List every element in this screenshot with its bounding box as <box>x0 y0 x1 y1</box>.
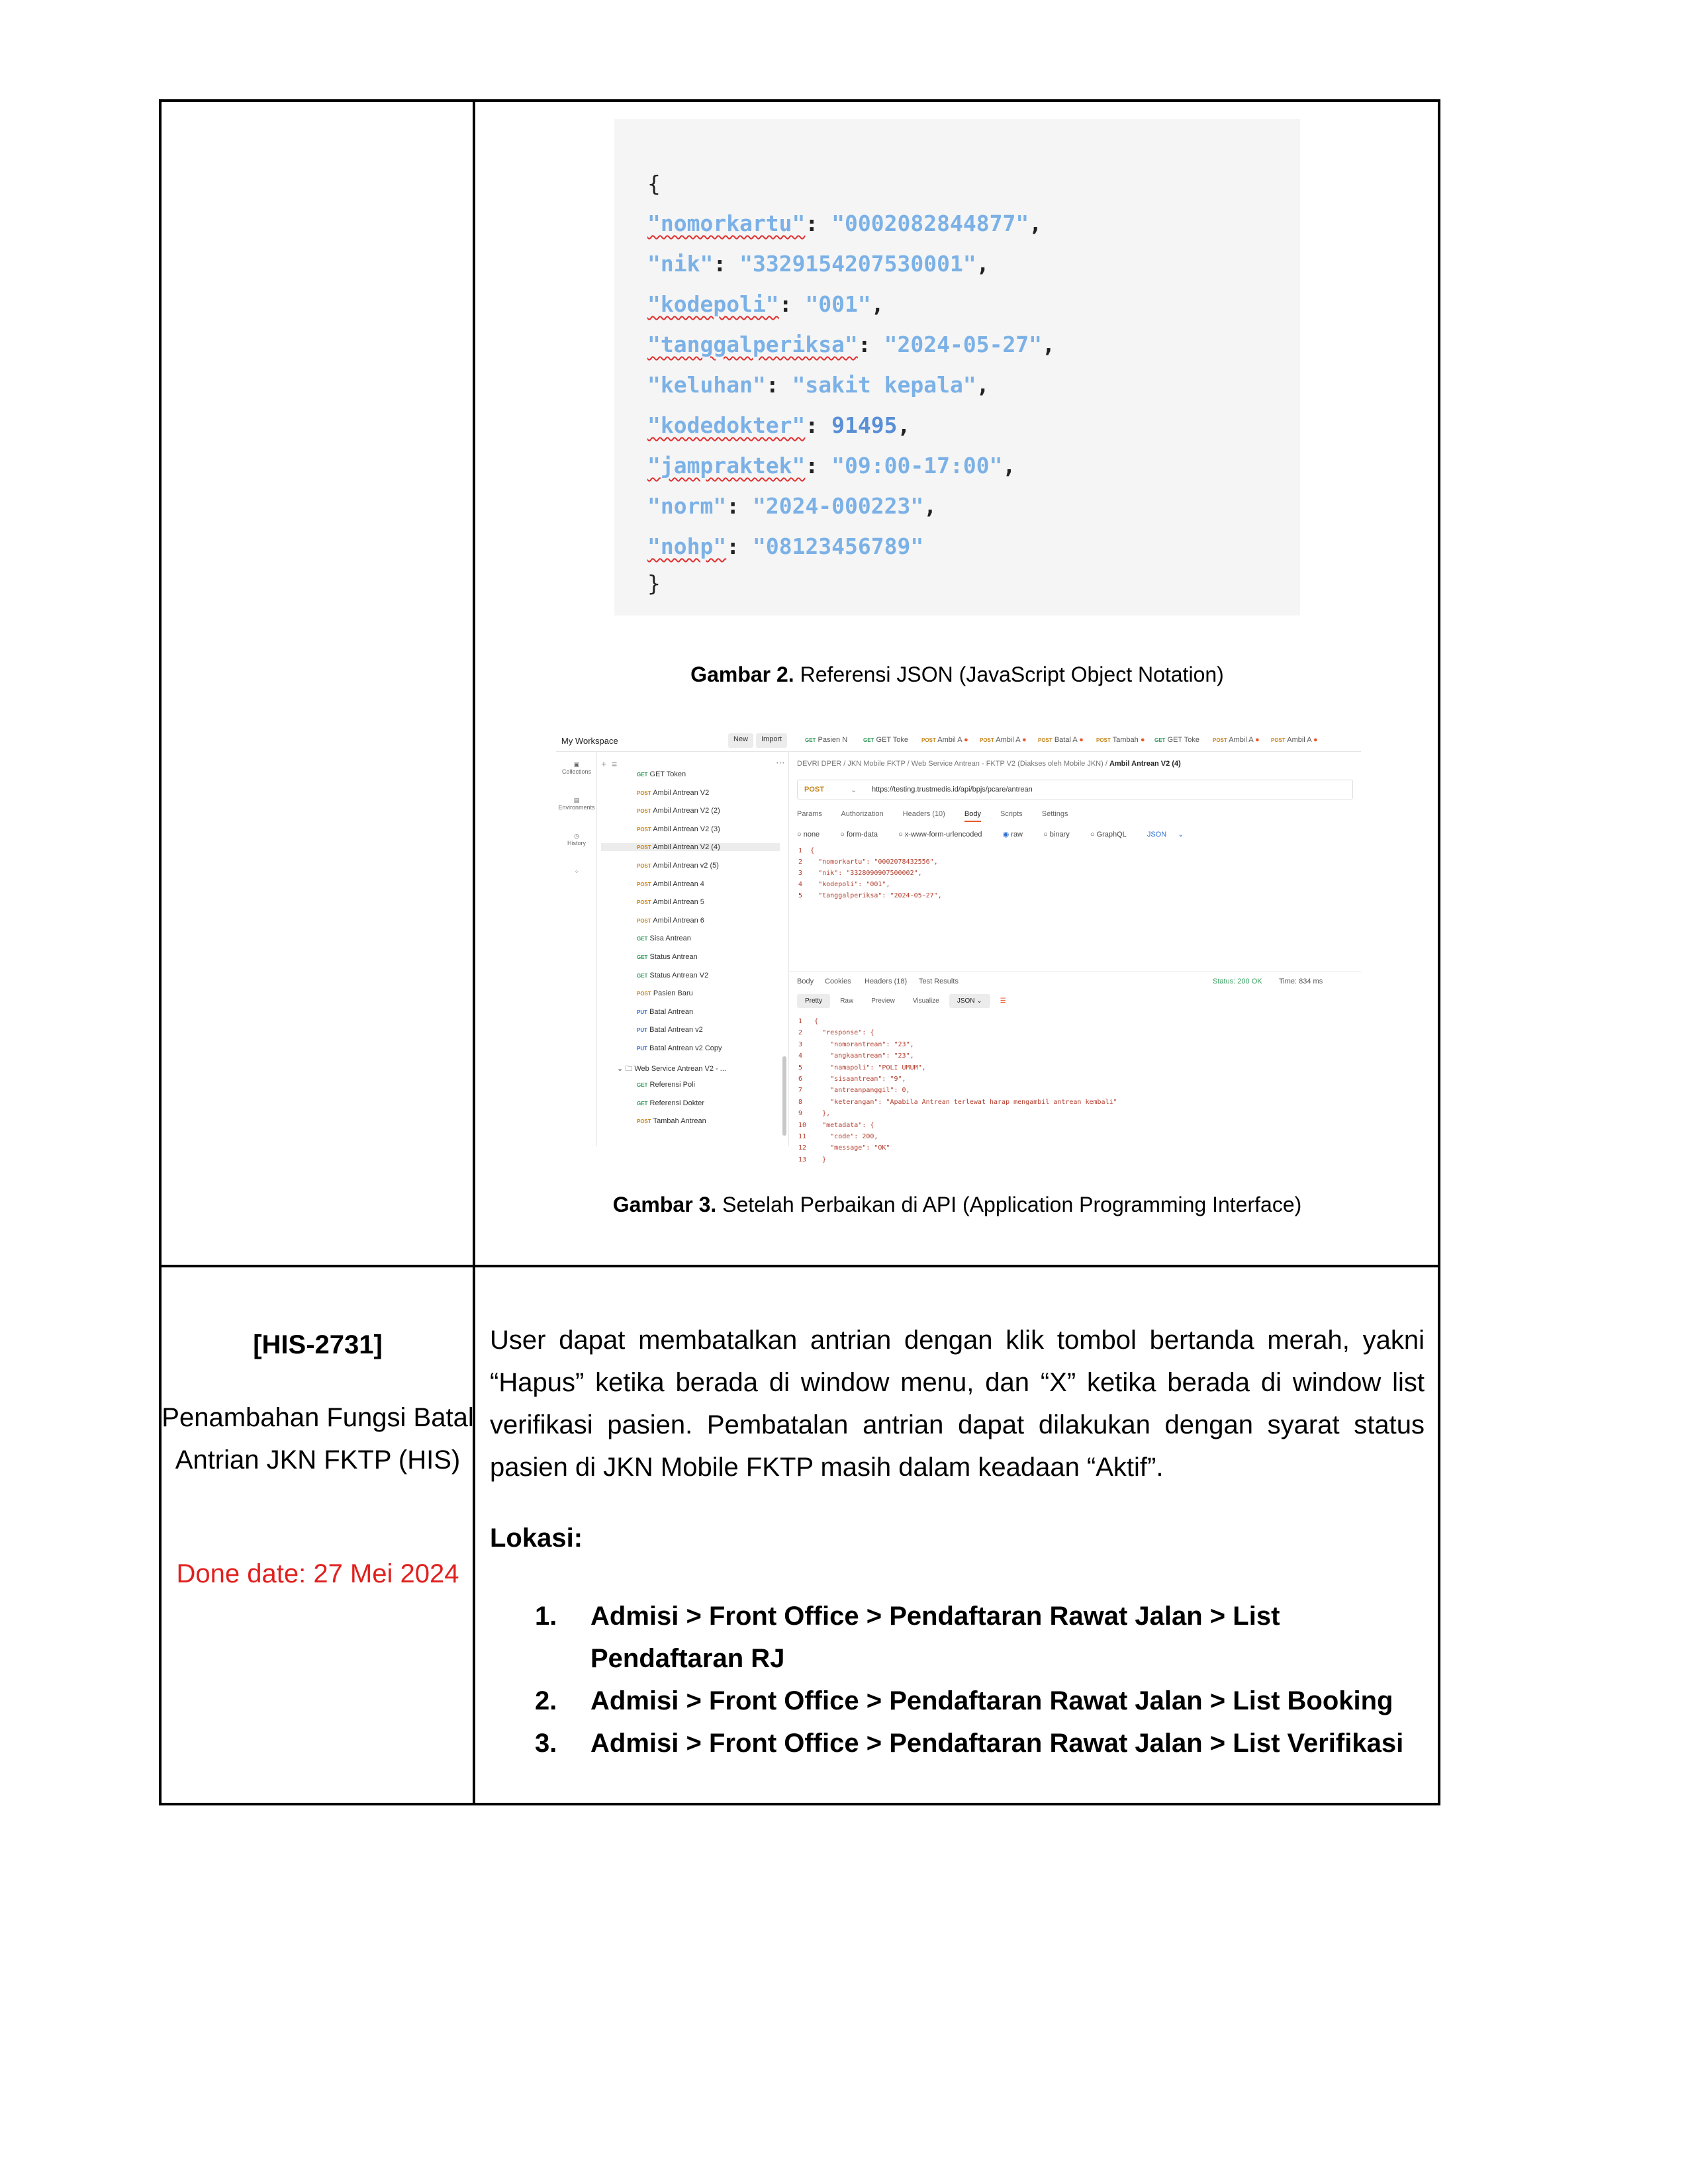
request-breadcrumb: DEVRI DPER / JKN Mobile FKTP / Web Service Antrean - FKTP V2 (Diakses oleh Mobile JKN) / Ambil Antrean V2 (4) <box>797 760 1181 768</box>
collection-item[interactable]: POST Ambil Antrean V2 (4) <box>601 843 780 851</box>
code-line: 3 "nomorantrean": "23", <box>798 1040 914 1048</box>
json-key: "nomorkartu" <box>647 210 806 236</box>
code-line: 6 "sisaantrean": "9", <box>798 1075 906 1083</box>
location-path: Admisi > Front Office > Pendaftaran Rawat Jalan > List Pendaftaran RJ <box>590 1602 1280 1673</box>
json-field-line: "nohp": "08123456789" <box>647 533 924 559</box>
response-view-tabs <box>797 994 1014 1013</box>
request-tab[interactable]: POST Ambil A ● <box>1213 736 1260 744</box>
location-number: 2. <box>535 1686 557 1715</box>
tab-scripts[interactable]: Scripts <box>1000 810 1023 818</box>
rail-collections[interactable]: ▣ Collections <box>561 761 592 775</box>
json-field-line: "nomorkartu": "0002082844877", <box>647 210 1043 236</box>
request-tab[interactable]: GET Pasien N <box>805 736 848 744</box>
collection-item[interactable]: POST Ambil Antrean v2 (5) <box>637 862 719 870</box>
method-select[interactable]: POST <box>804 786 824 794</box>
workspace-title[interactable]: My Workspace <box>561 736 618 746</box>
code-line: 4 "angkaantrean": "23", <box>798 1052 914 1060</box>
postman-screenshot <box>556 729 1361 1163</box>
view-raw[interactable]: Raw <box>840 997 854 1005</box>
json-field-line: "jampraktek": "09:00-17:00", <box>647 453 1016 478</box>
json-key: "nik" <box>647 251 714 277</box>
json-field-line: "nik": "3329154207530001", <box>647 251 990 277</box>
radio-graphql[interactable]: ○ GraphQL <box>1090 831 1127 839</box>
json-value: "09:00-17:00" <box>831 453 1003 478</box>
code-line: 1 { <box>798 847 815 854</box>
location-number: 3. <box>535 1729 557 1758</box>
figure-2-caption <box>622 662 1292 687</box>
json-value: "08123456789" <box>752 533 924 559</box>
tab-params[interactable]: Params <box>797 810 822 818</box>
collection-item[interactable]: PUT Batal Antrean v2 Copy <box>637 1044 722 1052</box>
collection-item[interactable]: POST Ambil Antrean V2 (3) <box>637 825 720 833</box>
code-line: 8 "keterangan": "Apabila Antrean terlewat harap mengambil antrean kembali" <box>798 1098 1117 1106</box>
wrap-icon[interactable]: ☰ <box>1000 997 1006 1005</box>
request-tab[interactable]: POST Ambil A ● <box>980 736 1027 744</box>
sidebar-scrollbar[interactable] <box>782 1056 786 1136</box>
json-value: "sakit kepala" <box>792 372 976 398</box>
json-key: "tanggalperiksa" <box>647 332 858 357</box>
json-key: "nohp" <box>647 533 727 559</box>
json-key: "kodepoli" <box>647 291 779 317</box>
response-bar <box>789 972 1361 990</box>
collection-item[interactable]: GET Sisa Antrean <box>637 934 691 943</box>
radio-none[interactable]: ○ none <box>797 831 820 839</box>
resp-tab-test-results[interactable]: Test Results <box>919 978 959 985</box>
ticket-title: Penambahan Fungsi Batal Antrian JKN FKTP (HIS) <box>162 1403 474 1475</box>
new-button[interactable]: New <box>728 733 753 748</box>
json-field-line: "kodepoli": "001", <box>647 291 884 317</box>
code-line: 11 "code": 200, <box>798 1133 878 1140</box>
done-date: Done date: 27 Mei 2024 <box>176 1559 459 1588</box>
figure-2-text: Referensi JSON (JavaScript Object Notation) <box>794 662 1224 686</box>
code-line: 13 } <box>798 1156 827 1163</box>
code-line: 2 "response": { <box>798 1029 874 1037</box>
request-tab[interactable]: GET GET Toke <box>863 736 909 744</box>
figure-3-caption <box>490 1193 1425 1217</box>
collection-item[interactable]: PUT Batal Antrean <box>637 1007 694 1016</box>
url-bar[interactable] <box>797 780 1353 799</box>
collection-item[interactable]: POST Ambil Antrean V2 (2) <box>637 807 720 815</box>
collection-item[interactable]: POST Ambil Antrean 6 <box>637 916 704 925</box>
code-line: 9 }, <box>798 1110 831 1118</box>
json-key: "jampraktek" <box>647 453 806 478</box>
collection-item[interactable]: POST Ambil Antrean 4 <box>637 880 704 888</box>
rail-environments[interactable]: ▤ Environments <box>558 797 595 811</box>
rail-flows[interactable]: ⁘ <box>574 868 579 875</box>
import-button[interactable]: Import <box>756 733 787 748</box>
ticket-id: [HIS-2731] <box>253 1330 383 1359</box>
figure-2-label: Gambar 2. <box>690 662 794 686</box>
code-line: 12 "message": "OK" <box>798 1144 890 1152</box>
json-reference-figure <box>614 119 1300 615</box>
table-row-divider <box>159 1265 1440 1267</box>
collection-item[interactable]: GET Referensi Poli <box>637 1081 695 1089</box>
json-field-line: "keluhan": "sakit kepala", <box>647 372 990 398</box>
location-path: Admisi > Front Office > Pendaftaran Rawat Jalan > List Verifikasi <box>590 1729 1404 1758</box>
folder-icon: ⌄ 🗀 <box>617 1064 635 1073</box>
json-key: "kodedokter" <box>647 412 806 438</box>
table-column-divider <box>473 99 475 1805</box>
chevron-down-icon[interactable]: ⌄ <box>851 786 857 794</box>
code-line: 7 "antreanpanggil": 0, <box>798 1087 910 1095</box>
code-line: 5 "tanggalperiksa": "2024-05-27", <box>798 892 942 899</box>
radio-form-data[interactable]: ○ form-data <box>840 831 878 839</box>
collection-item[interactable]: GET Status Antrean V2 <box>637 971 709 979</box>
request-tab[interactable]: POST Ambil A ● <box>921 736 968 744</box>
view-visualize[interactable]: Visualize <box>912 997 939 1005</box>
request-panel <box>789 752 1361 1163</box>
lokasi-heading: Lokasi: <box>490 1524 583 1553</box>
json-field-line: "norm": "2024-000223", <box>647 493 937 519</box>
json-value: "3329154207530001" <box>739 251 976 277</box>
code-line: 1 { <box>798 1018 819 1025</box>
figure-3-label: Gambar 3. <box>612 1193 717 1216</box>
resp-tab-cookies[interactable]: Cookies <box>825 978 851 985</box>
code-line: 2 "nomorkartu": "0002078432556", <box>798 858 938 866</box>
code-line: 10 "metadata": { <box>798 1121 874 1129</box>
json-value: "2024-05-27" <box>884 332 1043 357</box>
request-tab[interactable]: POST Ambil A ● <box>1271 736 1318 744</box>
request-tab[interactable]: GET GET Toke <box>1154 736 1200 744</box>
response-time: Time: 834 ms <box>1279 978 1323 985</box>
code-line: 4 "kodepoli": "001", <box>798 881 890 888</box>
add-icon[interactable]: + ≡ <box>601 758 618 769</box>
tab-settings[interactable]: Settings <box>1041 810 1068 818</box>
body-type-options <box>797 830 1193 839</box>
json-open-brace: { <box>647 171 661 197</box>
collection-item[interactable]: POST Pasien Baru <box>637 989 693 998</box>
rail-history[interactable]: ◷ History <box>567 833 586 846</box>
collection-item[interactable]: ⌄ 🗀 Web Service Antrean V2 - ... <box>617 1064 726 1073</box>
view-preview[interactable]: Preview <box>871 997 895 1005</box>
json-value: "0002082844877" <box>831 210 1029 236</box>
response-status: Status: 200 OK <box>1213 978 1262 985</box>
collection-item[interactable]: GET Status Antrean <box>637 953 698 961</box>
description-paragraph: User dapat membatalkan antrian dengan klik tombol bertanda merah, yakni “Hapus” ketika berada di window menu, dan “X” ketika berada di window list verifikasi pasien. Pembatalan antrian dapat dilakukan dengan syarat status pasien di JKN Mobile FKTP masih dalam keadaan “Aktif”. <box>490 1326 1425 1482</box>
json-value: "2024-000223" <box>752 493 924 519</box>
request-tabs <box>797 810 1085 818</box>
collection-item[interactable]: GET GET Token <box>637 770 686 778</box>
more-icon[interactable]: ⋯ <box>776 757 785 768</box>
collection-item[interactable]: POST Ambil Antrean V2 <box>637 788 710 797</box>
postman-left-rail <box>556 752 597 1146</box>
resp-tab-body[interactable]: Body <box>797 978 814 985</box>
collection-sidebar <box>597 752 789 1146</box>
location-number: 1. <box>535 1602 557 1631</box>
radio-urlencoded[interactable]: ○ x-www-form-urlencoded <box>898 831 982 839</box>
json-key: "keluhan" <box>647 372 766 398</box>
resp-tab-headers[interactable]: Headers (18) <box>865 978 908 985</box>
location-path: Admisi > Front Office > Pendaftaran Rawat Jalan > List Booking <box>590 1686 1393 1715</box>
json-value: "001" <box>805 291 871 317</box>
figure-3-text: Setelah Perbaikan di API (Application Programming Interface) <box>716 1193 1302 1216</box>
url-input[interactable]: https://testing.trustmedis.id/api/bpjs/pcare/antrean <box>872 786 1033 794</box>
collection-item[interactable]: POST Tambah Antrean <box>637 1117 706 1126</box>
collection-item[interactable]: POST Ambil Antrean 5 <box>637 898 704 907</box>
json-key: "norm" <box>647 493 727 519</box>
tab-authorization[interactable]: Authorization <box>841 810 884 818</box>
tab-headers[interactable]: Headers (10) <box>902 810 945 818</box>
collection-item[interactable]: GET Referensi Dokter <box>637 1099 705 1107</box>
code-line: 3 "nik": "3328090907500002", <box>798 870 922 877</box>
response-format-select[interactable]: JSON ⌄ <box>949 994 990 1008</box>
code-line: 5 "namapoli": "POLI UMUM", <box>798 1064 926 1071</box>
json-field-line: "kodedokter": 91495, <box>647 412 911 438</box>
format-select[interactable]: JSON ⌄ <box>1147 831 1184 839</box>
postman-topbar <box>556 729 1361 752</box>
request-tab[interactable]: POST Batal A ● <box>1038 736 1084 744</box>
json-value: 91495 <box>831 412 898 438</box>
view-pretty[interactable]: Pretty <box>797 994 830 1008</box>
request-tab[interactable]: POST Tambah ● <box>1096 736 1145 744</box>
collection-item[interactable]: PUT Batal Antrean v2 <box>637 1026 703 1034</box>
radio-raw[interactable]: ◉ raw <box>1002 831 1023 839</box>
tab-body[interactable]: Body <box>964 810 981 822</box>
json-field-line: "tanggalperiksa": "2024-05-27", <box>647 332 1055 357</box>
json-close-brace: } <box>647 570 661 596</box>
radio-binary[interactable]: ○ binary <box>1043 831 1070 839</box>
